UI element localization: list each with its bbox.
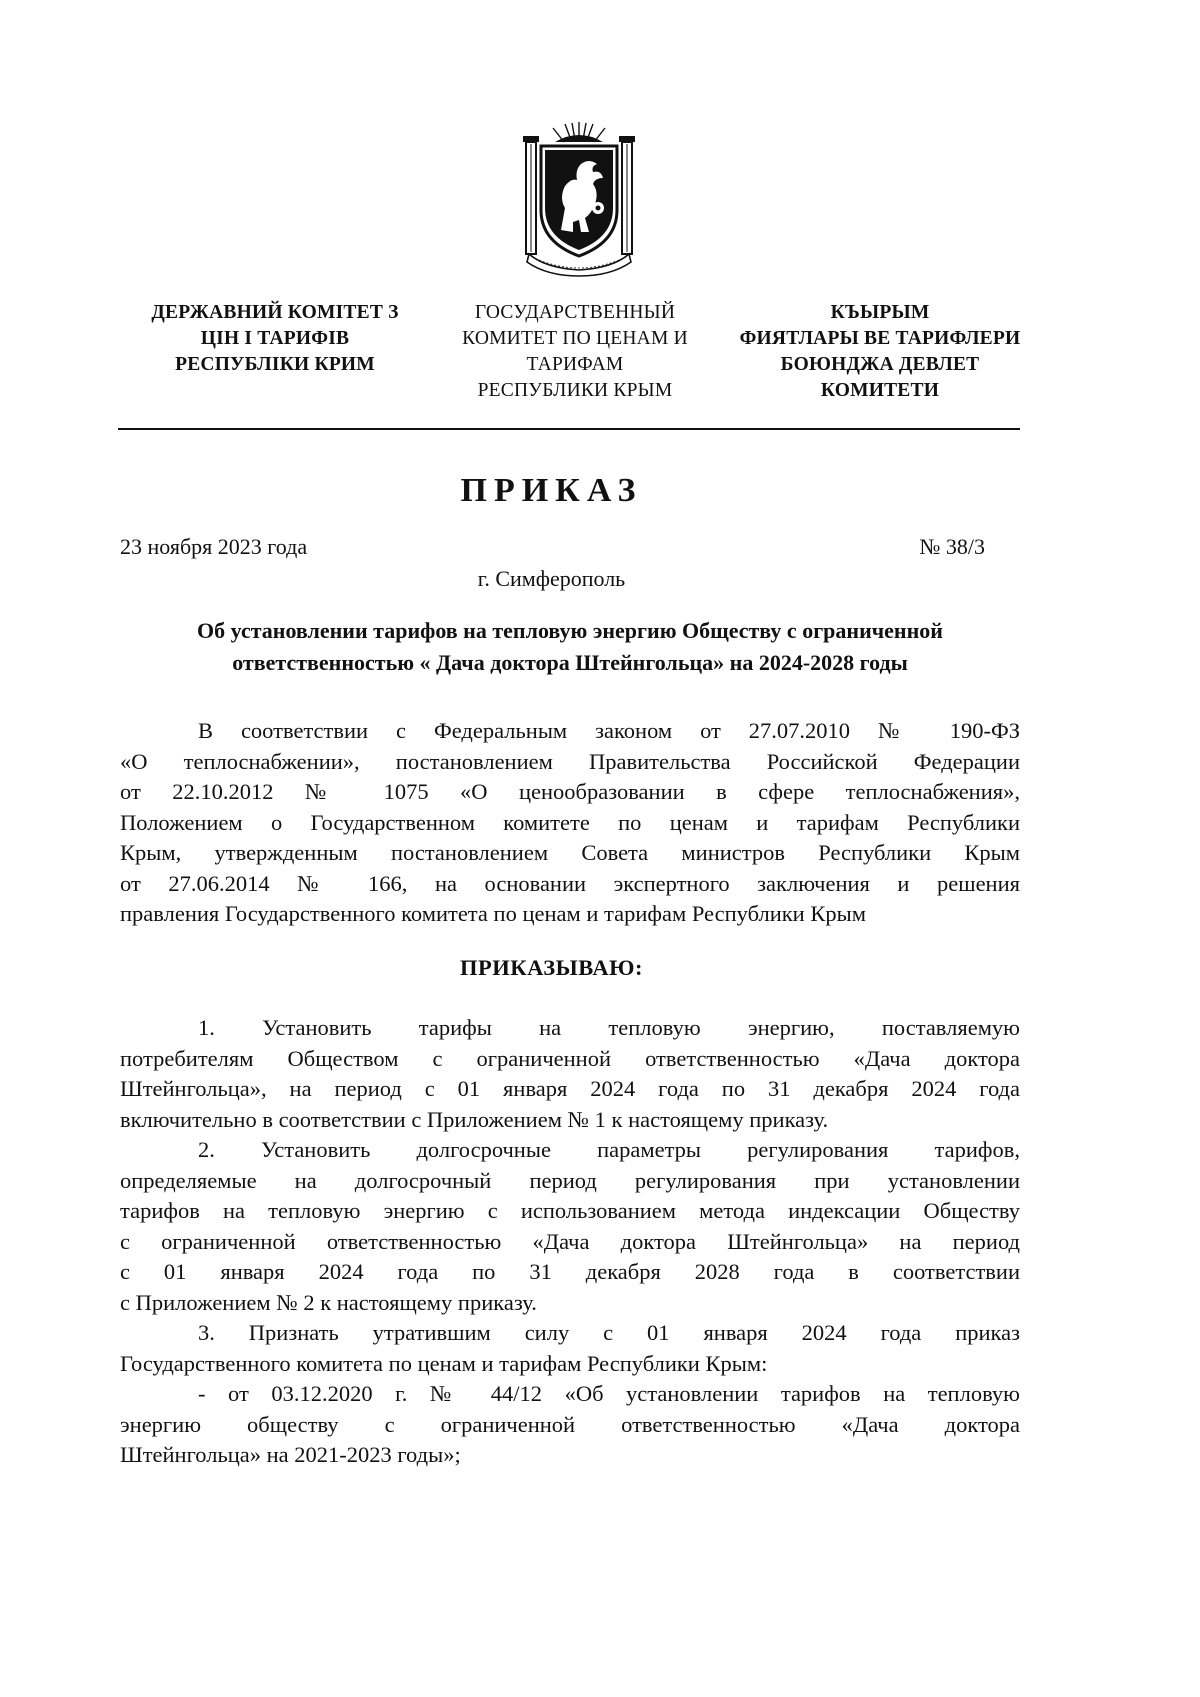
preamble-line: Крым, утвержденным постановлением Совета министров Республики Крым [120,840,1020,865]
order-item-line: 3. Признать утратившим силу с 01 января 2024 года приказ [198,1320,1020,1345]
order-item-line: Государственного комитета по ценам и тарифам Республики Крым: [120,1350,768,1376]
preamble-line: от 22.10.2012 № 1075 «О ценообразовании в сфере теплоснабжения», [120,779,1020,804]
document-number: № 38/3 [919,534,985,559]
order-item-line: с 01 января 2024 года по 31 декабря 2028 года в соответствии [120,1259,1020,1284]
header-russian [440,300,710,404]
header-crimean-tatar-line: КОМИТЕТИ [820,380,940,401]
order-item-line: 2. Установить долгосрочные параметры регулирования тарифов, [198,1137,1020,1162]
preamble-line: правления Государственного комитета по ценам и тарифам Республики Крым [120,901,866,926]
preamble-line: от 27.06.2014 № 166, на основании экспертного заключения и решения [120,870,1020,896]
order-item-line: включительно в соответствии с Приложением № 1 к настоящему приказу. [120,1106,829,1132]
order-item-line: энергию обществу с ограниченной ответственностью «Дача доктора [120,1411,1020,1437]
order-item-line: с Приложением № 2 к настоящему приказу. [120,1289,537,1315]
header-ukrainian-line: ЦІН І ТАРИФІВ [200,328,350,349]
subject-line: ответственностью « Дача доктора Штейнгольца» на 2024-2028 годы [232,650,908,675]
orders-heading: ПРИКАЗЫВАЮ: [460,955,643,980]
subject-line: Об установлении тарифов на тепловую энергию Обществу с ограниченной [197,618,943,643]
document-title: ПРИКАЗ [460,472,643,509]
header-russian-line: РЕСПУБЛИКИ КРЫМ [477,380,673,401]
header-crimean-tatar-line: КЪЫРЫМ [830,302,930,323]
order-item-line: потребителям Обществом с ограниченной ответственностью «Дача доктора [120,1045,1020,1071]
preamble-line: Положением о Государственном комитете по ценам и тарифам Республики [120,809,1020,835]
header-crimean-tatar-line: ФИЯТЛАРЫ ВЕ ТАРИФЛЕРИ [739,328,1021,349]
header-ukrainian [140,300,410,378]
header-russian-line: ГОСУДАРСТВЕННЫЙ [474,302,676,323]
header-ukrainian-line: РЕСПУБЛІКИ КРИМ [175,354,375,375]
preamble-paragraph [120,716,1020,930]
header-crimean-tatar-line: БОЮНДЖА ДЕВЛЕТ [780,354,980,375]
crimea-coat-of-arms-icon [515,118,643,278]
document-date: 23 ноября 2023 года [120,534,308,559]
order-item-line: - от 03.12.2020 г. № 44/12 «Об установлении тарифов на тепловую [198,1381,1020,1406]
order-item-line: с ограниченной ответственностью «Дача доктора Штейнгольца» на период [120,1228,1020,1254]
header-russian-line: КОМИТЕТ ПО ЦЕНАМ И [462,328,688,349]
preamble-line: В соответствии с Федеральным законом от 27.07.2010 № 190-ФЗ [198,718,1020,743]
header-divider [118,428,1020,430]
order-items [120,1013,1020,1471]
order-item-line: тарифов на тепловую энергию с использованием метода индексации Обществу [120,1198,1020,1223]
order-item-line: Штейнгольца» на 2021-2023 годы»; [120,1442,461,1467]
order-item-line: Штейнгольца», на период с 01 января 2024 года по 31 декабря 2024 года [120,1076,1020,1101]
header-russian-line: ТАРИФАМ [526,354,624,375]
document-city: г. Симферополь [477,566,626,591]
preamble-line: «О теплоснабжении», постановлением Правительства Российской Федерации [120,748,1020,774]
document-subject [120,615,1020,679]
header-ukrainian-line: ДЕРЖАВНИЙ КОМІТЕТ З [151,302,399,323]
header-crimean-tatar [735,300,1025,404]
order-item-line: 1. Установить тарифы на тепловую энергию, поставляемую [198,1015,1020,1040]
order-item-line: определяемые на долгосрочный период регулирования при установлении [120,1167,1020,1193]
